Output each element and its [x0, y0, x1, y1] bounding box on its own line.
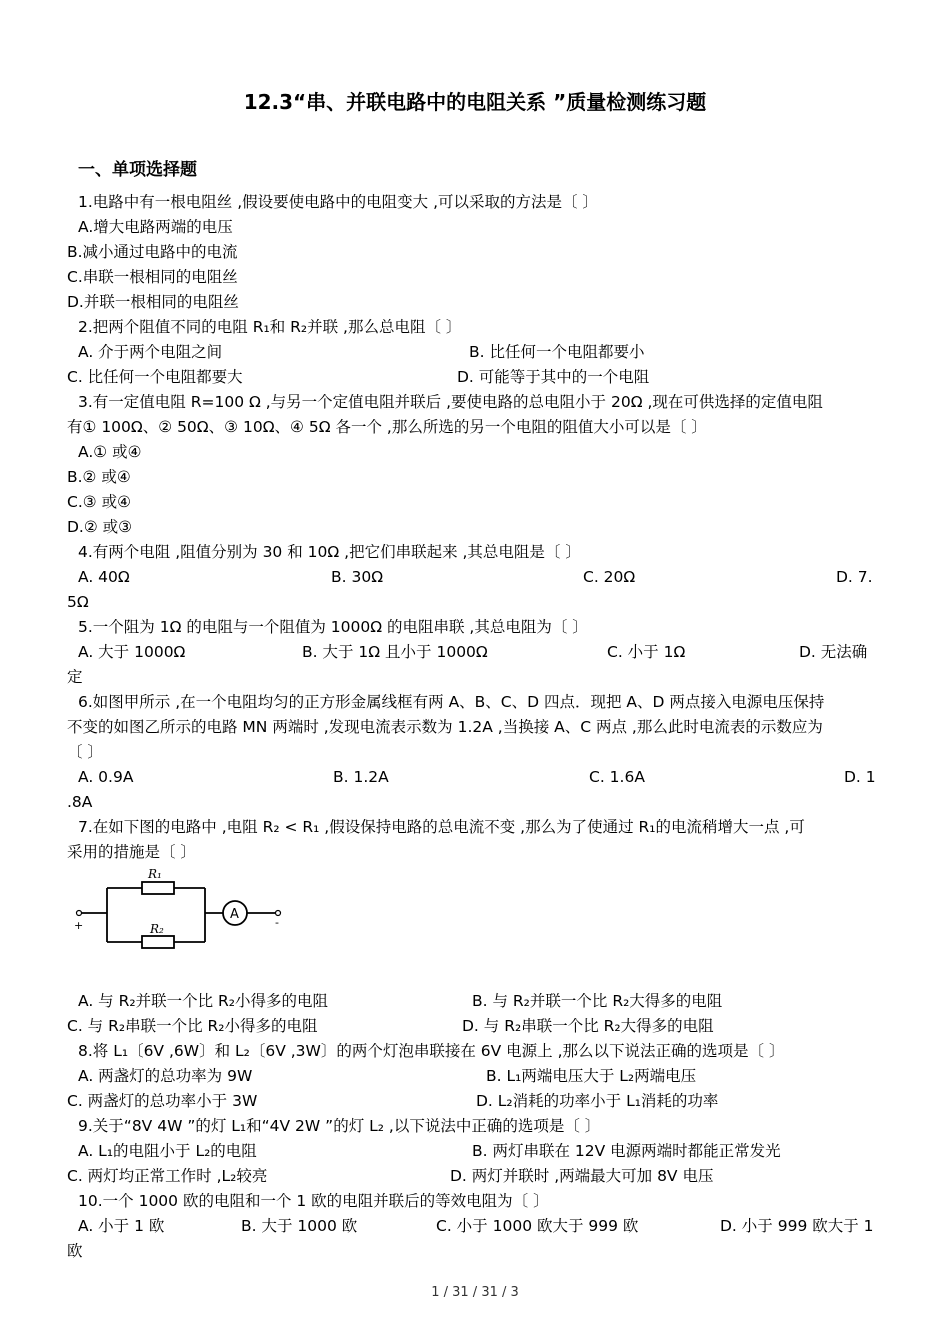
option-line: D.并联一根相同的电阻丝 — [67, 293, 239, 311]
page-title: 12.3“串、并联电路中的电阻关系 ”质量检测练习题 — [243, 90, 707, 114]
option-line: B. L₁两端电压大于 L₂两端电压 — [486, 1067, 697, 1085]
question-text: 采用的措施是〔 〕 — [67, 843, 196, 861]
page-number: 1 / 31 / 31 / 3 — [431, 1285, 519, 1300]
option-line: B.减小通过电路中的电流 — [67, 243, 238, 261]
question-8: 8.将 L₁〔6V ,6W〕和 L₂〔6V ,3W〕的两个灯泡串联接在 6V 电源上 ,那么以下说法正确的选项是〔 〕 — [78, 1042, 785, 1060]
terminal-minus-label: - — [275, 916, 279, 929]
option-line: D. L₂消耗的功率小于 L₁消耗的功率 — [476, 1092, 719, 1110]
option-line: .8A — [67, 793, 93, 811]
option-line: B. 比任何一个电阻都要小 — [469, 343, 645, 361]
option-line: A. 与 R₂并联一个比 R₂小得多的电阻 — [78, 992, 329, 1010]
resistor-r2 — [142, 936, 174, 948]
option-line: D. 两灯并联时 ,两端最大可加 8V 电压 — [450, 1167, 714, 1185]
option-line: 定 — [67, 668, 83, 686]
option-line: D. 1 — [844, 768, 876, 786]
question-1: 1.电路中有一根电阻丝 ,假设要使电路中的电阻变大 ,可以采取的方法是〔 〕 — [78, 193, 598, 211]
option-line: C. 两灯均正常工作时 ,L₂较亮 — [67, 1167, 268, 1185]
question-text: 不变的如图乙所示的电路 MN 两端时 ,发现电流表示数为 1.2A ,当换接 A、C 两点 ,那么此时电流表的示数应为 — [67, 718, 823, 736]
option-line: 欧 — [67, 1242, 83, 1260]
r2-label: R₂ — [150, 922, 164, 936]
option-line: B. 两灯串联在 12V 电源两端时都能正常发光 — [472, 1142, 781, 1160]
terminal-left — [77, 911, 82, 916]
option-line: C. 小于 1Ω — [607, 643, 686, 661]
option-line: A. 0.9A — [78, 768, 134, 786]
terminal-plus-label: + — [74, 919, 84, 932]
question-5: 5.一个阻为 1Ω 的电阻与一个阻值为 1000Ω 的电阻串联 ,其总电阻为〔 〕 — [78, 618, 588, 636]
question-7: 7.在如下图的电路中 ,电阻 R₂ < R₁ ,假设保持电路的总电流不变 ,那么为了使通过 R₁的电流稍增大一点 ,可 — [78, 818, 805, 836]
option-line: A.增大电路两端的电压 — [78, 218, 233, 236]
question-2: 2.把两个阻值不同的电阻 R₁和 R₂并联 ,那么总电阻〔 〕 — [78, 318, 462, 336]
option-line: A. L₁的电阻小于 L₂的电阻 — [78, 1142, 257, 1160]
option-line: C. 1.6A — [589, 768, 645, 786]
terminal-right — [276, 911, 281, 916]
option-line: D. 与 R₂串联一个比 R₂大得多的电阻 — [462, 1017, 714, 1035]
circuit-diagram — [70, 862, 290, 952]
option-line: B. 大于 1000 欧 — [241, 1217, 358, 1235]
option-line: B. 30Ω — [331, 568, 384, 586]
option-line: B. 1.2A — [333, 768, 389, 786]
ammeter-label: A — [230, 907, 239, 922]
section-heading: 一、单项选择题 — [78, 160, 197, 180]
option-line: 5Ω — [67, 593, 89, 611]
option-line: A. 介于两个电阻之间 — [78, 343, 223, 361]
option-line: D. 无法确 — [799, 643, 868, 661]
question-9: 9.关于“8V 4W ”的灯 L₁和“4V 2W ”的灯 L₂ ,以下说法中正确的选项是〔 〕 — [78, 1117, 601, 1135]
option-line: C. 小于 1000 欧大于 999 欧 — [436, 1217, 639, 1235]
option-line: B.② 或④ — [67, 468, 131, 486]
option-line: D.② 或③ — [67, 518, 133, 536]
option-line: B. 与 R₂并联一个比 R₂大得多的电阻 — [472, 992, 723, 1010]
option-line: A. 大于 1000Ω — [78, 643, 186, 661]
option-line: C. 两盏灯的总功率小于 3W — [67, 1092, 258, 1110]
option-line: D. 小于 999 欧大于 1 — [720, 1217, 874, 1235]
question-6: 6.如图甲所示 ,在一个电阻均匀的正方形金属线框有两 A、B、C、D 四点．现把 A、D 两点接入电源电压保持 — [78, 693, 825, 711]
option-line: C.③ 或④ — [67, 493, 131, 511]
question-4: 4.有两个电阻 ,阻值分别为 30 和 10Ω ,把它们串联起来 ,其总电阻是〔 〕 — [78, 543, 581, 561]
option-line: A.① 或④ — [78, 443, 142, 461]
option-line: C. 与 R₂串联一个比 R₂小得多的电阻 — [67, 1017, 318, 1035]
r1-label: R₁ — [148, 867, 162, 881]
question-10: 10.一个 1000 欧的电阻和一个 1 欧的电阻并联后的等效电阻为〔 〕 — [78, 1192, 549, 1210]
option-line: D. 可能等于其中的一个电阻 — [457, 368, 650, 386]
option-line: C. 比任何一个电阻都要大 — [67, 368, 243, 386]
option-line: D. 7. — [836, 568, 873, 586]
option-line: C.串联一根相同的电阻丝 — [67, 268, 238, 286]
resistor-r1 — [142, 882, 174, 894]
question-text: 有① 100Ω、② 50Ω、③ 10Ω、④ 5Ω 各一个 ,那么所选的另一个电阻的阻值大小可以是〔 〕 — [67, 418, 707, 436]
question-3: 3.有一定值电阻 R=100 Ω ,与另一个定值电阻并联后 ,要使电路的总电阻小于 20Ω ,现在可供选择的定值电阻 — [78, 393, 823, 411]
option-line: A. 小于 1 欧 — [78, 1217, 165, 1235]
option-line: A. 40Ω — [78, 568, 130, 586]
option-line: C. 20Ω — [583, 568, 636, 586]
option-line: B. 大于 1Ω 且小于 1000Ω — [302, 643, 488, 661]
option-line: A. 两盏灯的总功率为 9W — [78, 1067, 253, 1085]
question-text: 〔 〕 — [67, 743, 103, 761]
